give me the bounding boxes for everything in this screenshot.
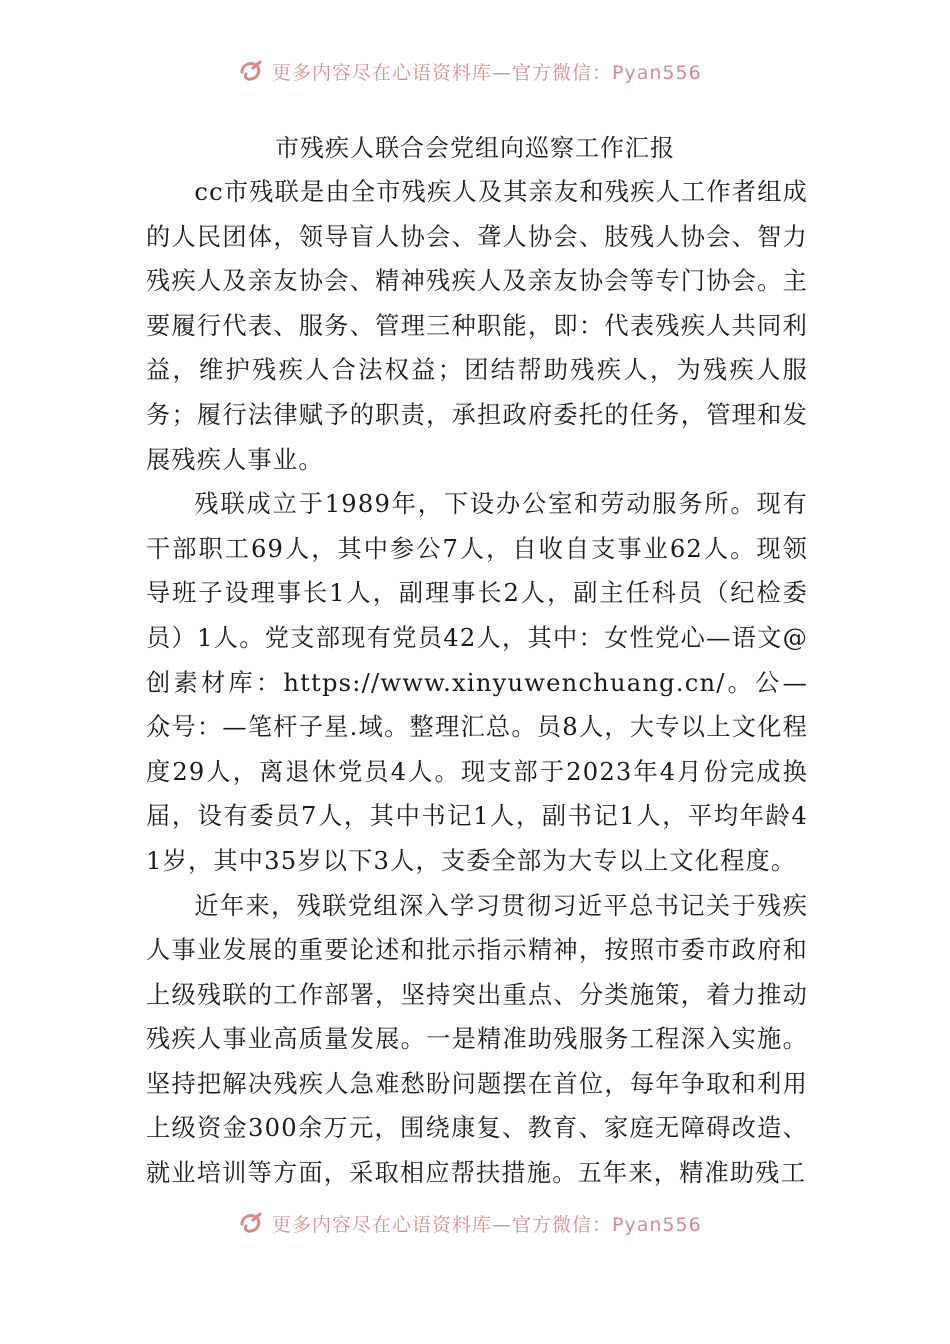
- banner-text: 更多内容尽在心语资料库—官方微信：Pyan556: [272, 61, 702, 84]
- brand-logo-icon: [238, 58, 264, 84]
- footer-watermark-banner: [238, 1208, 702, 1238]
- document-body: [146, 170, 808, 1196]
- document-title: 市残疾人联合会党组向巡察工作汇报: [275, 134, 675, 162]
- paragraph-2: 残联成立于1989年，下设办公室和劳动服务所。现有干部职工69人，其中参公7人，自收自支事业62人。现领导班子设理事长1人，副理事长2人，副主任科员（纪检委员）1人。党支部现有党员42人，其中：女性党心—语文@创素材库：https://www.xinyuwenchuang.cn/。公—众号：—笔杆子星.域。整理汇总。员8人，大专以上文化程度29人，离退休党员4人。现支部于2023年4月份完成换届，设有委员7人，其中书记1人，副书记1人，平均年龄41岁，其中35岁以下3人，支委全部为大专以上文化程度。: [146, 490, 808, 875]
- header-watermark-banner: [238, 56, 702, 86]
- paragraph-1: cc市残联是由全市残疾人及其亲友和残疾人工作者组成的人民团体，领导盲人协会、聋人协会、肢残人协会、智力残疾人及亲友协会、精神残疾人及亲友协会等专门协会。主要履行代表、服务、管理三种职能，即：代表残疾人共同利益，维护残疾人合法权益；团结帮助残疾人，为残疾人服务；履行法律赋予的职责，承担政府委托的任务，管理和发展残疾人事业。: [146, 178, 808, 474]
- banner-text: 更多内容尽在心语资料库—官方微信：Pyan556: [272, 1213, 702, 1236]
- brand-logo-icon: [238, 1210, 264, 1236]
- paragraph-3: 近年来，残联党组深入学习贯彻习近平总书记关于残疾人事业发展的重要论述和批示指示精神，按照市委市政府和上级残联的工作部署，坚持突出重点、分类施策，着力推动残疾人事业高质量发展。一是精准助残服务工程深入实施。坚持把解决残疾人急难愁盼问题摆在首位，每年争取和利用上级资金300余万元，围绕康复、教育、家庭无障碍改造、就业培训等方面，采取相应帮扶措施。五年来，精准助残工: [146, 891, 808, 1188]
